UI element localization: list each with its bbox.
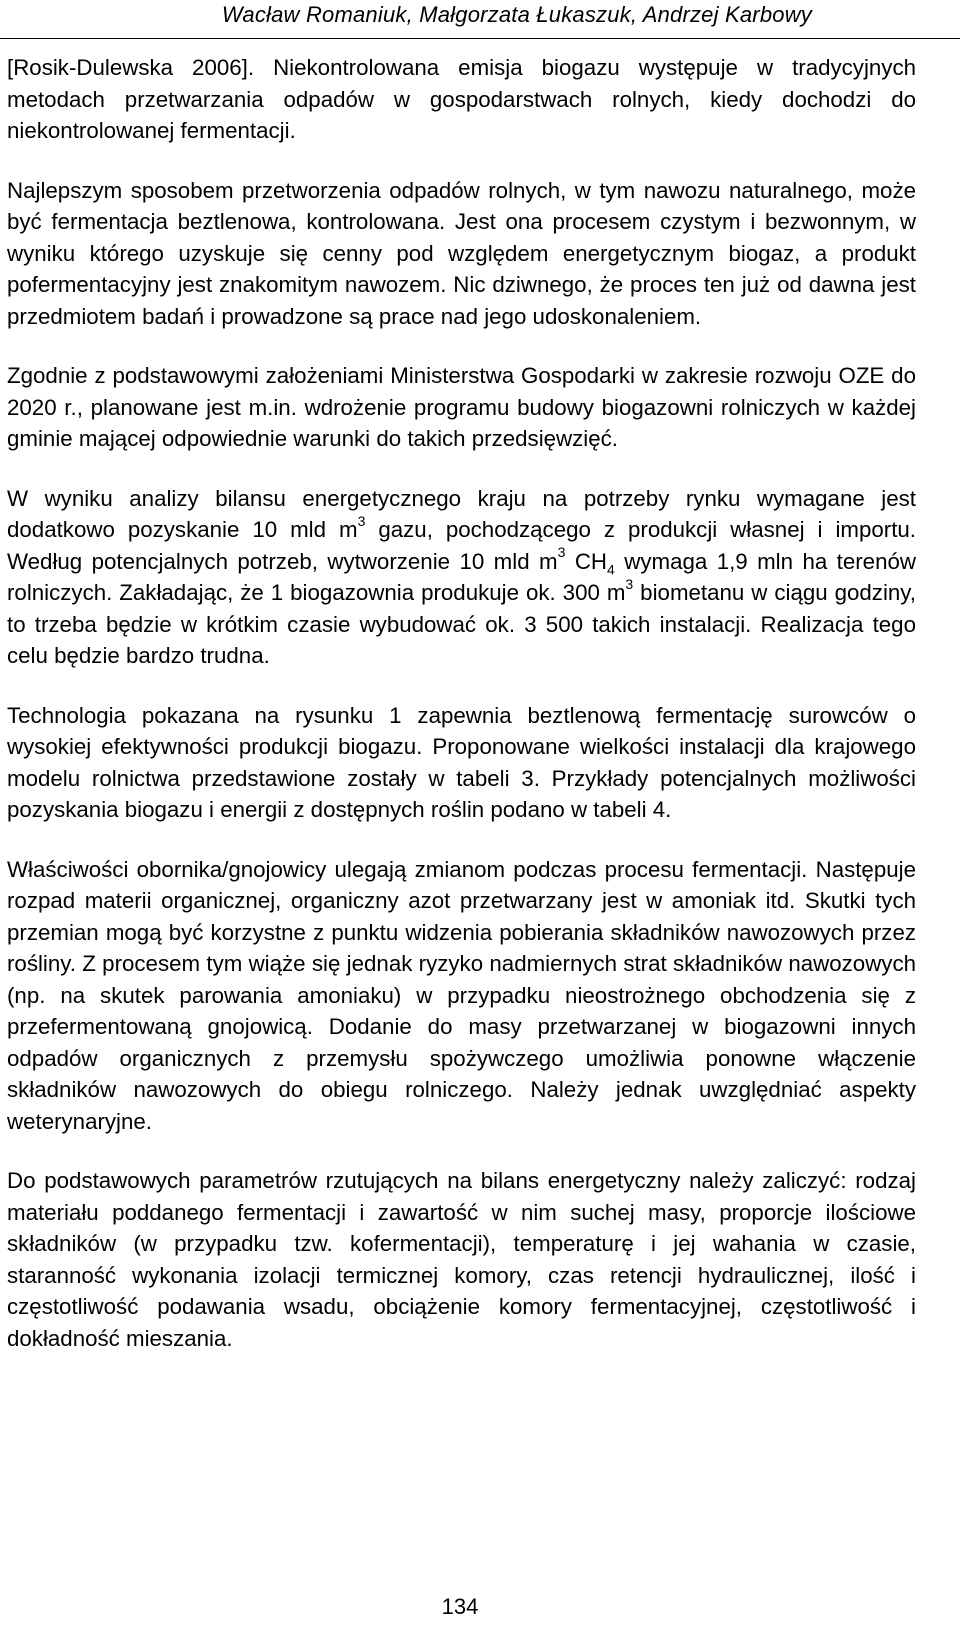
body-text <box>7 52 916 1382</box>
subscript: 4 <box>607 560 615 577</box>
paragraph-energy-balance <box>7 483 916 672</box>
paragraph-ministry-assumptions: Zgodnie z podstawowymi założeniami Ministerstwa Gospodarki w zakresie rozwoju OZE do 2020 r., planowane jest m.in. wdrożenie programu budowy biogazowni rolniczych w każdej gminie mającej odpowiednie warunki do takich przedsięwzięć. <box>7 363 916 451</box>
paragraph-energy-parameters: Do podstawowych parametrów rzutujących na bilans energetyczny należy zaliczyć: rodzaj materiału poddanego fermentacji i zawartość w nim suchej masy, proporcje ilościowe składników (w przypadku tzw. kofermentacji), temperaturę i jej wahania w czasie, staranność wykonania izolacji termicznej komory, czas retencji hydraulicznej, ilość i częstotliwość podawania wsadu, obciążenie komory fermentacyjnej, częstotliwość i dokładność mieszania. <box>7 1168 916 1351</box>
paragraph-manure-properties: Właściwości obornika/gnojowicy ulegają zmianom podczas procesu fermentacji. Następuje rozpad materii organicznej, organiczny azot przetwarzany jest w amoniak itd. Skutki tych przemian mogą być korzystne z punktu widzenia pobierania składników nawozowych przez rośliny. Z procesem tym wiąże się jednak ryzyko nadmiernych strat składników nawozowych (np. na skutek parowania amoniaku) w przypadku nieostrożnego obchodzenia się z przefermentowaną gnojowicą. Dodanie do masy przetwarzanej w biogazowni innych odpadów organicznych z przemysłu spożywczego umożliwia ponowne włączenie składników nawozowych do obiegu rolniczego. Należy jednak uwzględniać aspekty weterynaryjne. <box>7 856 916 1134</box>
text-run: biometanu w ciągu godziny, to trzeba będzie w krótkim czasie wybudować ok. 3 500 takich instalacji. Realizacja tego celu będzie bardzo trudna. <box>7 580 916 668</box>
text-run: W wyniku analizy bilansu energetycznego kraju na potrzeby rynku wymagane jest dodatkowo pozyskanie 10 mld m <box>7 485 916 542</box>
page-number: 134 <box>441 1594 479 1619</box>
superscript: 3 <box>357 512 366 529</box>
header-authors: Wacław Romaniuk, Małgorzata Łukaszuk, Andrzej Karbowy <box>221 2 812 27</box>
paragraph-technology: Technologia pokazana na rysunku 1 zapewnia beztlenową fermentację surowców o wysokiej efektywności produkcji biogazu. Proponowane wielkości instalacji dla krajowego modelu rolnictwa przedstawione zostały w tabeli 3. Przykłady potencjalnych możliwości pozyskania biogazu i energii z dostępnych roślin podano w tabeli 4. <box>7 702 916 822</box>
running-header <box>0 0 960 39</box>
paragraph-intro: [Rosik-Dulewska 2006]. Niekontrolowana emisja biogazu występuje w tradycyjnych metodach przetwarzania odpadów w gospodarstwach rolnych, kiedy dochodzi do niekontrolowanej fermentacji. <box>7 55 916 143</box>
paragraph-anaerobic-fermentation: Najlepszym sposobem przetworzenia odpadów rolnych, w tym nawozu naturalnego, może być fermentacja beztlenowa, kontrolowana. Jest ona procesem czystym i bezwonnym, w wyniku którego uzyskuje się cenny pod względem energetycznym biogaz, a produkt pofermentacyjny jest znakomitym nawozem. Nic dziwnego, że proces ten już od dawna jest przedmiotem badań i prowadzone są prace nad jego udoskonaleniem. <box>7 177 916 329</box>
superscript: 3 <box>557 544 566 561</box>
text-run: CH <box>565 548 608 574</box>
text-run: gazu, pochodzącego z produkcji własnej i importu. Według potencjalnych potrzeb, wytworzenie 10 mld m <box>7 517 916 574</box>
superscript: 3 <box>625 575 634 592</box>
text-run: wymaga 1,9 mln ha terenów rolniczych. Zakładając, że 1 biogazownia produkuje ok. 300 m <box>7 548 916 605</box>
